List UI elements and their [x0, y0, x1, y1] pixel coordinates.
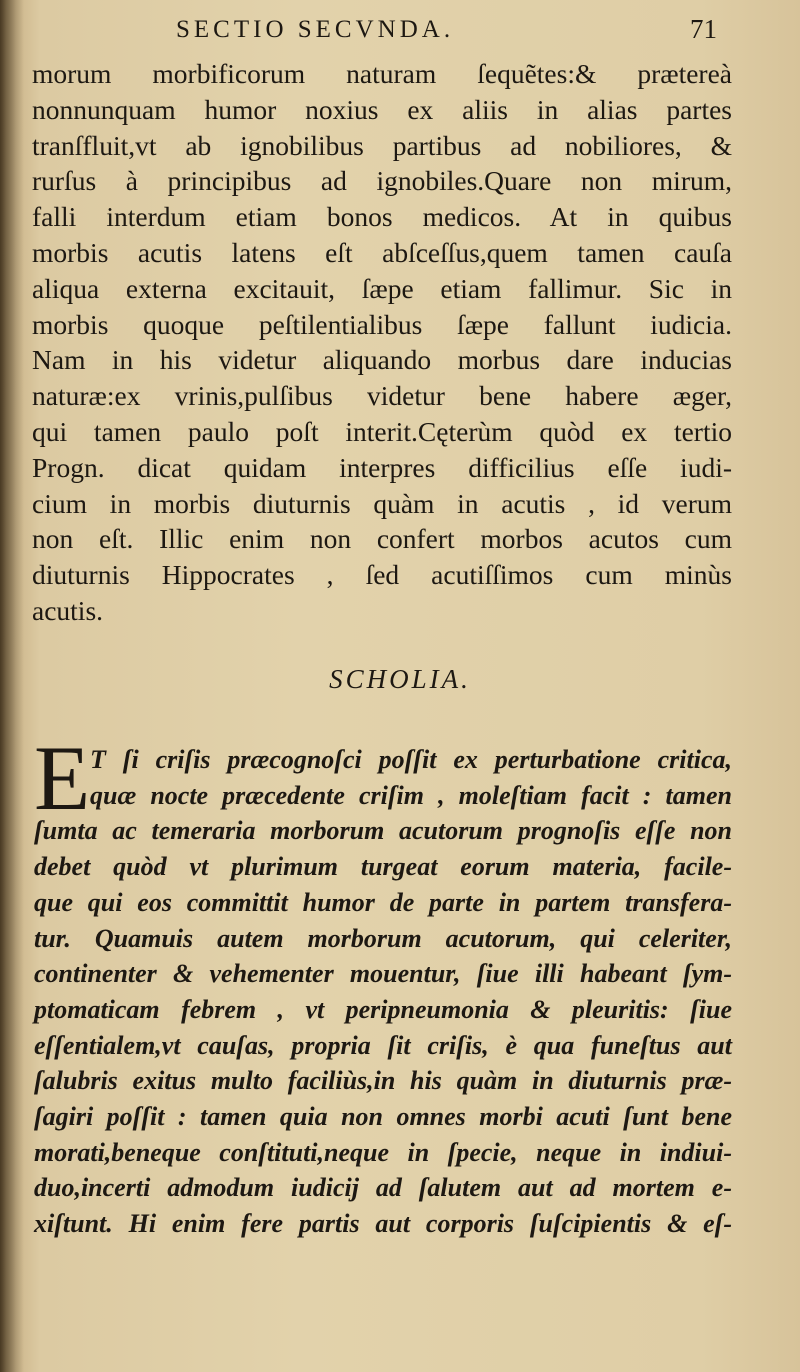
text-line: nonnunquam humor noxius ex aliis in alias partes [32, 93, 732, 125]
main-text-block [32, 56, 732, 629]
scholia-line: eſſentialem,vt cauſas, propria ſit criſis, è qua funeſtus aut [34, 1030, 732, 1060]
scholia-line: xiſtunt. Hi enim fere partis aut corporis ſuſcipientis & eſ- [34, 1209, 732, 1239]
scholia-text-block [34, 742, 732, 1242]
text-line: acutis. [32, 594, 104, 626]
running-head: SECTIO SECVNDA. [176, 16, 455, 43]
scholia-line: continenter & vehementer mouentur, ſiue illi habeant ſym- [34, 959, 732, 989]
text-line: non eſt. Illic enim non confert morbos acutos cum [32, 523, 732, 555]
scholia-line: morati,beneque conſtituti,neque in ſpecie, neque in indiui- [34, 1137, 732, 1167]
scholia-line: ſalubris exitus multo faciliùs,in his quàm in diuturnis præ- [34, 1066, 732, 1096]
text-line: morbis acutis latens eſt abſceſſus,quem tamen cauſa [32, 236, 732, 268]
scholia-line: ptomaticam febrem , vt peripneumonia & pleuritis: ſiue [34, 994, 732, 1024]
section-heading: SCHOLIA. [329, 664, 471, 694]
text-line: naturæ:ex vrinis,pulſibus videtur bene habere æger, [32, 380, 732, 412]
page-number: 71 [690, 14, 717, 44]
scholia-line: ſagiri poſſit : tamen quia non omnes morbi acuti ſunt bene [34, 1102, 732, 1132]
text-line: cium in morbis diuturnis quàm in acutis , id verum [32, 487, 732, 519]
text-line: Progn. dicat quidam interpres difficilius eſſe iudi- [32, 451, 732, 483]
scholia-line: que qui eos committit humor de parte in partem transfera- [34, 887, 732, 917]
text-line: morum morbificorum naturam ſequẽtes:& prætereà [32, 58, 732, 89]
scholia-line: T ſi criſis præcognoſci poſſit ex perturbatione critica, [90, 745, 732, 774]
text-line: diuturnis Hippocrates , ſed acutiſſimos cum minùs [32, 559, 732, 591]
scholia-line: duo,incerti admodum iudicij ad ſalutem aut ad mortem e- [34, 1173, 732, 1203]
scholia-line: tur. Quamuis autem morborum acutorum, qui celeriter, [34, 923, 732, 953]
text-line: morbis quoque peſtilentialibus ſæpe fallunt iudicia. [32, 308, 732, 340]
text-line: rurſus à principibus ad ignobiles.Quare non mirum, [32, 165, 732, 197]
scholia-line: quæ nocte præcedente criſim , moleſtiam facit : tamen [90, 780, 732, 810]
text-line: aliqua externa excitauit, ſæpe etiam fallimur. Sic in [32, 272, 732, 304]
scholia-line: ſumta ac temeraria morborum acutorum prognoſis eſſe non [34, 816, 732, 846]
text-line: Nam in his videtur aliquando morbus dare inducias [32, 344, 732, 376]
text-line: qui tamen paulo poſt interit.Cęterùm quòd ex tertio [32, 415, 732, 447]
text-line: falli interdum etiam bonos medicos. At in quibus [32, 201, 732, 233]
drop-cap-initial: E [34, 727, 91, 829]
text-line: tranſfluit,vt ab ignobilibus partibus ad nobiliores, & [32, 129, 732, 161]
scholia-line: debet quòd vt plurimum turgeat eorum materia, facile- [34, 852, 732, 882]
page-header [0, 12, 800, 52]
